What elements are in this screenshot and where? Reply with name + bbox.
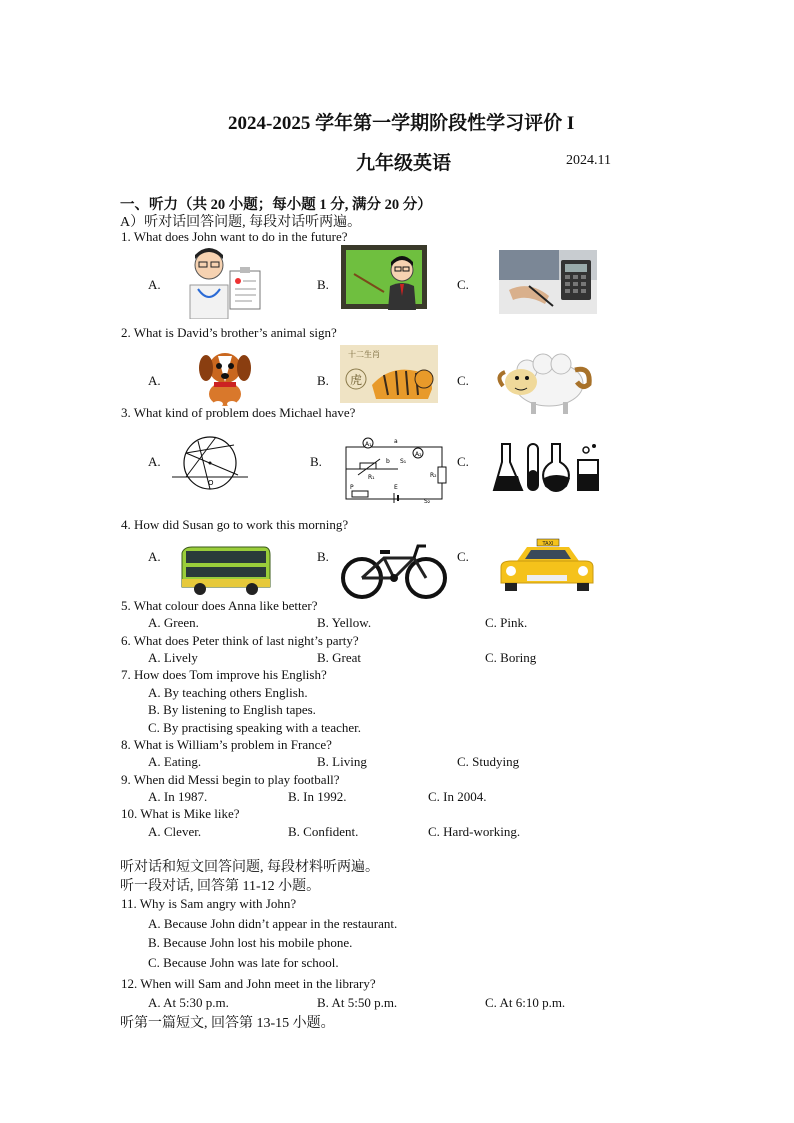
battery-e-label: E [394, 484, 398, 491]
exam-title: 2024-2025 学年第一学期阶段性学习评价 I [228, 113, 575, 134]
q4-option-b-label: B. [317, 549, 329, 564]
q12-option-a: A. At 5:30 p.m. [148, 995, 229, 1010]
tiger-picture [340, 345, 438, 403]
q11-option-a: A. Because John didn’t appear in the restaurant. [148, 916, 398, 931]
question-3: 3. What kind of problem does Michael have? [121, 405, 356, 420]
q8-option-a: A. Eating. [148, 754, 202, 769]
q11-option-b: B. Because John lost his mobile phone. [148, 935, 353, 950]
node-b-label: b [386, 458, 390, 465]
q5-option-c: C. Pink. [485, 615, 528, 630]
q8-option-c: C. Studying [457, 754, 520, 769]
q6-option-c: C. Boring [485, 650, 537, 665]
q7-option-c: C. By practising speaking with a teacher. [148, 720, 362, 735]
node-a-label: a [394, 438, 398, 445]
doctor-picture [180, 245, 265, 319]
q8-option-b: B. Living [317, 754, 367, 769]
slider-p-label: P [350, 484, 354, 491]
taxi-picture [497, 537, 597, 595]
tiger-character: 虎 [349, 373, 363, 387]
zodiac-stamp-text: 十二生肖 [348, 350, 380, 359]
q1-option-c-label: C. [457, 277, 469, 292]
q2-option-b-label: B. [317, 373, 329, 388]
dog-picture [192, 344, 258, 408]
circle-center-label: O [208, 479, 214, 487]
question-8: 8. What is William’s problem in France? [121, 737, 332, 752]
part-a-instruction: A）听对话回答问题, 每段对话听两遍。 [120, 215, 362, 230]
q9-option-b: B. In 1992. [288, 789, 347, 804]
question-2: 2. What is David’s brother’s animal sign? [121, 325, 337, 340]
accountant-picture [499, 250, 597, 314]
question-1: 1. What does John want to do in the future? [121, 229, 348, 244]
ammeter-a1-label: A₁ [365, 441, 372, 448]
q7-option-a: A. By teaching others English. [148, 685, 308, 700]
q12-option-b: B. At 5:50 p.m. [317, 995, 398, 1010]
q9-option-c: C. In 2004. [428, 789, 487, 804]
q11-option-c: C. Because John was late for school. [148, 955, 339, 970]
q2-option-c-label: C. [457, 373, 469, 388]
question-12: 12. When will Sam and John meet in the library? [121, 976, 376, 991]
question-5: 5. What colour does Anna like better? [121, 598, 318, 613]
question-11: 11. Why is Sam angry with John? [121, 896, 297, 911]
exam-subtitle: 九年级英语 [356, 153, 452, 174]
q5-option-a: A. Green. [148, 615, 199, 630]
q3-option-b-label: B. [310, 454, 322, 469]
q10-option-b: B. Confident. [288, 824, 359, 839]
q3-option-a-label: A. [148, 454, 161, 469]
q4-option-c-label: C. [457, 549, 469, 564]
switch-s1-label: S₁ [400, 458, 407, 465]
q4-option-a-label: A. [148, 549, 161, 564]
q6-option-a: A. Lively [148, 650, 198, 665]
resistor-r1-label: R₁ [368, 474, 375, 481]
question-10: 10. What is Mike like? [121, 806, 240, 821]
dialog-instruction: 听一段对话, 回答第 11-12 小题。 [120, 879, 321, 894]
q7-option-b: B. By listening to English tapes. [148, 702, 316, 717]
circuit-picture [338, 433, 453, 503]
q6-option-b: B. Great [317, 650, 362, 665]
q10-option-a: A. Clever. [148, 824, 202, 839]
question-4: 4. How did Susan go to work this morning? [121, 517, 349, 532]
exam-date: 2024.11 [566, 153, 611, 168]
ammeter-a2-label: A₂ [415, 451, 422, 458]
part-b-instruction: 听对话和短文回答问题, 每段材料听两遍。 [120, 860, 379, 875]
q1-option-b-label: B. [317, 277, 329, 292]
q9-option-a: A. In 1987. [148, 789, 208, 804]
bus-picture [178, 545, 272, 597]
q10-option-c: C. Hard-working. [428, 824, 521, 839]
taxi-sign-text: TAXI [542, 541, 554, 547]
section-heading: 一、听力（共 20 小题；每小题 1 分, 满分 20 分） [120, 197, 432, 213]
question-9: 9. When did Messi begin to play football? [121, 772, 340, 787]
q2-option-a-label: A. [148, 373, 161, 388]
q12-option-c: C. At 6:10 p.m. [485, 995, 566, 1010]
resistor-r2-label: R₂ [430, 472, 437, 479]
question-7: 7. How does Tom improve his English? [121, 667, 327, 682]
chemistry-flasks-picture [492, 440, 604, 496]
teacher-picture [340, 244, 428, 310]
question-6: 6. What does Peter think of last night’s party? [121, 633, 359, 648]
sheep-picture [495, 350, 597, 416]
bicycle-picture [340, 540, 448, 600]
q1-option-a-label: A. [148, 277, 161, 292]
switch-s2-label: S₂ [424, 498, 431, 503]
passage-1-instruction: 听第一篇短文, 回答第 13-15 小题。 [120, 1016, 335, 1031]
q3-option-c-label: C. [457, 454, 469, 469]
q5-option-b: B. Yellow. [317, 615, 372, 630]
geometry-picture [168, 433, 250, 491]
